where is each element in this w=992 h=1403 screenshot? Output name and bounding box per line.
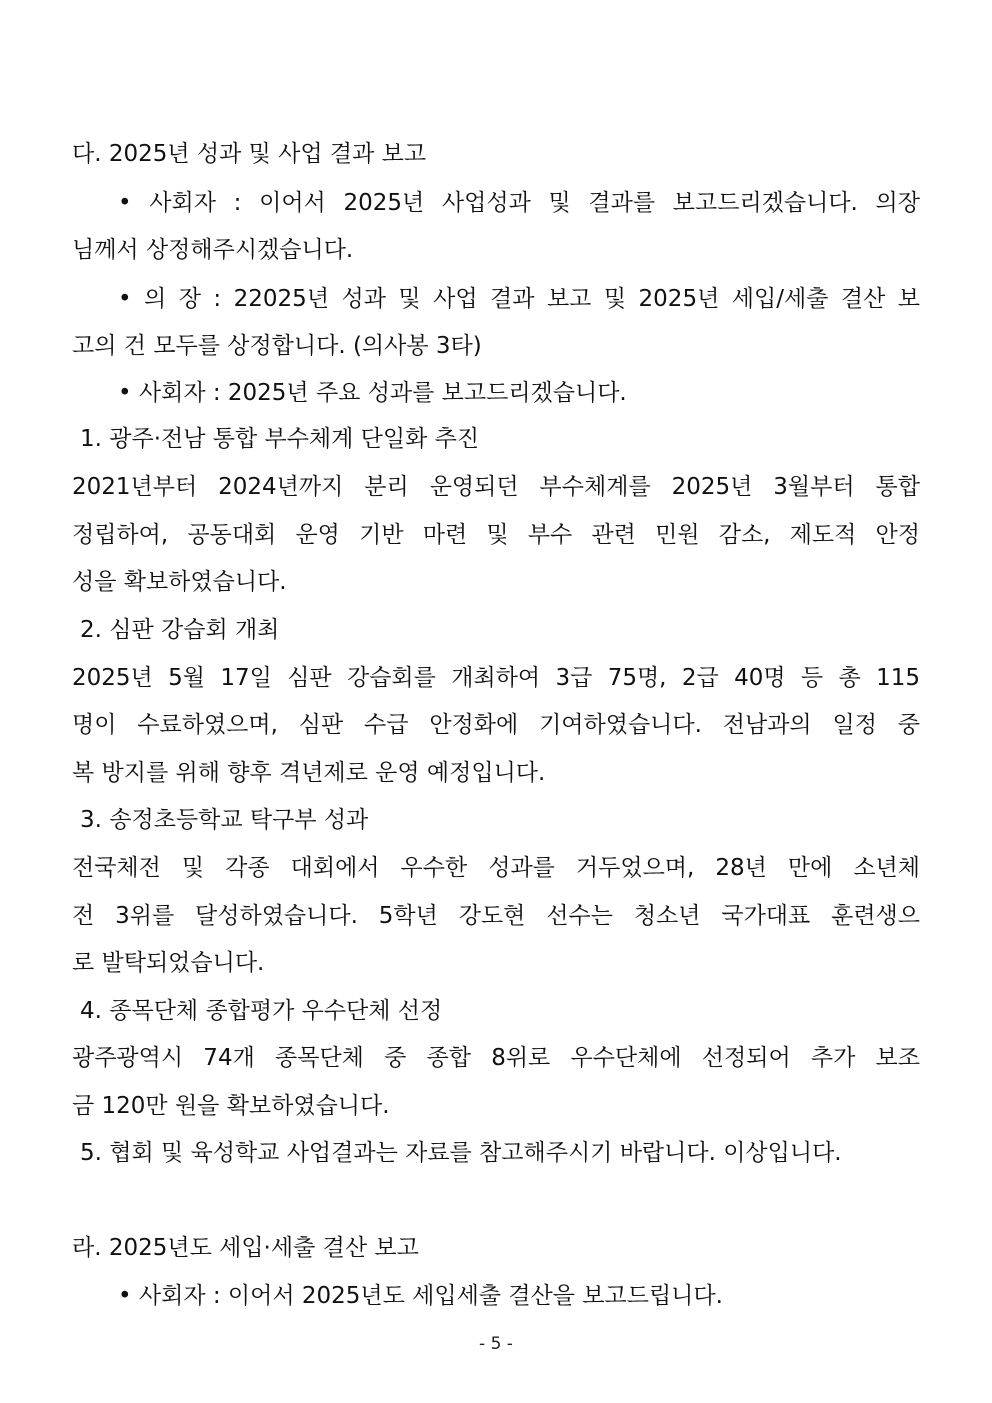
item-3-line-2: 전 3위를 달성하였습니다. 5학년 강도현 선수는 청소년 국가대표 훈련생으 [72,903,920,929]
item-1-title: 1. 광주·전남 통합 부수체계 단일화 추진 [80,426,480,452]
chair-statement-line-2: 고의 건 모두를 상정합니다. (의사봉 3타) [72,333,482,359]
mc-statement-1-line-2: 님께서 상정해주시겠습니다. [72,237,354,263]
item-2-title: 2. 심판 강습회 개최 [80,617,280,643]
item-5-title: 5. 협회 및 육성학교 사업결과는 자료를 참고해주시기 바랍니다. 이상입니다. [80,1140,842,1166]
item-4-title: 4. 종목단체 종합평가 우수단체 선정 [80,998,443,1024]
page-number: - 5 - [479,1334,513,1354]
section-da-heading: 다. 2025년 성과 및 사업 결과 보고 [72,141,427,167]
item-1-line-1: 2021년부터 2024년까지 분리 운영되던 부수체계를 2025년 3월부터 통합 [72,474,920,500]
item-3-line-1: 전국체전 및 각종 대회에서 우수한 성과를 거두었으며, 28년 만에 소년체 [72,855,920,881]
mc-statement-3: • 사회자 : 이어서 2025년도 세입세출 결산을 보고드립니다. [118,1283,723,1309]
item-2-line-3: 복 방지를 위해 향후 격년제로 운영 예정입니다. [72,760,546,786]
item-3-title: 3. 송정초등학교 탁구부 성과 [80,807,369,833]
item-3-line-3: 로 발탁되었습니다. [72,950,265,976]
item-1-line-2: 정립하여, 공동대회 운영 기반 마련 및 부수 관련 민원 감소, 제도적 안정 [72,522,920,548]
mc-statement-1-line-1: • 사회자 : 이어서 2025년 사업성과 및 결과를 보고드리겠습니다. 의장 [118,190,920,216]
section-ra-heading: 라. 2025년도 세입·세출 결산 보고 [72,1235,419,1261]
mc-statement-2: • 사회자 : 2025년 주요 성과를 보고드리겠습니다. [118,380,627,406]
item-4-line-1: 광주광역시 74개 종목단체 중 종합 8위로 우수단체에 선정되어 추가 보조 [72,1045,920,1071]
item-2-line-1: 2025년 5월 17일 심판 강습회를 개최하여 3급 75명, 2급 40명 등 총 115 [72,665,920,691]
item-2-line-2: 명이 수료하였으며, 심판 수급 안정화에 기여하였습니다. 전남과의 일정 중 [72,712,920,738]
item-1-line-3: 성을 확보하였습니다. [72,569,287,595]
chair-statement-line-1: • 의 장 : 22025년 성과 및 사업 결과 보고 및 2025년 세입/세출 결산 보 [118,286,920,312]
item-4-line-2: 금 120만 원을 확보하였습니다. [72,1093,390,1119]
